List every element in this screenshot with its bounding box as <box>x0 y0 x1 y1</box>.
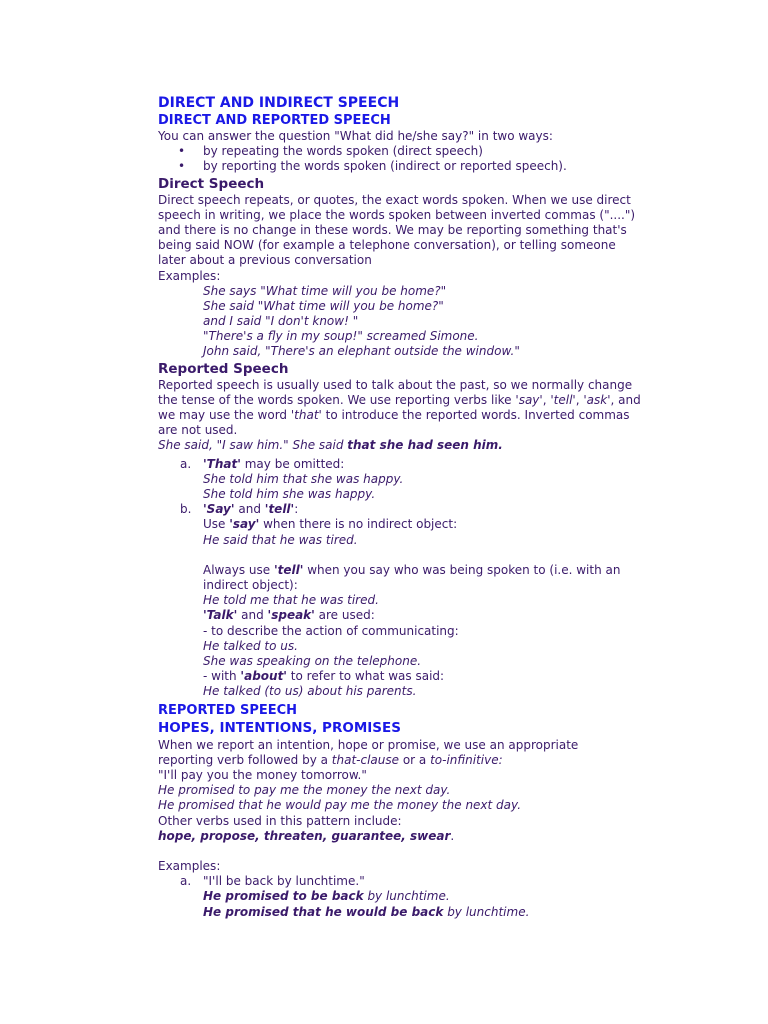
section-heading-reported-speech: Reported Speech <box>158 360 289 377</box>
paragraph-line: 'Talk' and 'speak' are used: <box>203 608 375 623</box>
paragraph-line: being said NOW (for example a telephone conversation), or telling someone <box>158 238 616 253</box>
item-marker: a. <box>180 874 192 889</box>
example-line: John said, "There's an elephant outside the window." <box>203 344 520 359</box>
example-line: She told him that she was happy. <box>203 471 404 486</box>
paragraph-line: Other verbs used in this pattern include: <box>158 813 402 828</box>
example-line: He promised to be back by lunchtime. <box>203 889 450 904</box>
list-item: a. "I'll be back by lunchtime." <box>180 874 365 889</box>
example-line: He talked (to us) about his parents. <box>203 684 417 699</box>
quote-line: "I'll pay you the money tomorrow." <box>158 767 367 782</box>
paragraph-line: Direct speech repeats, or quotes, the exact words spoken. When we use direct <box>158 192 631 207</box>
document-page <box>158 92 641 920</box>
example-line: She said, "I saw him." She said that she had seen him. <box>158 438 503 453</box>
list-item: • by repeating the words spoken (direct speech) <box>178 144 483 159</box>
example-line: and I said "I don't know! " <box>203 314 359 329</box>
item-marker: b. <box>180 502 192 517</box>
item-marker: a. <box>180 456 192 471</box>
paragraph-line: are not used. <box>158 423 238 438</box>
intro-text: You can answer the question "What did he/she say?" in two ways: <box>158 129 553 143</box>
paragraph-line: Always use 'tell' when you say who was being spoken to (i.e. with an <box>203 562 621 577</box>
paragraph-line: reporting verb followed by a that-clause or a to-infinitive: <box>158 752 503 767</box>
paragraph-line: and there is no change in these words. We may be reporting something that's <box>158 222 627 237</box>
paragraph-line: - with 'about' to refer to what was said: <box>203 669 445 684</box>
list-item: • by reporting the words spoken (indirect or reported speech). <box>178 159 567 174</box>
paragraph-line: we may use the word 'that' to introduce the reported words. Inverted commas <box>158 408 630 422</box>
section-heading-direct-speech: Direct Speech <box>158 175 265 192</box>
examples-label: Examples: <box>158 859 221 874</box>
example-line: She was speaking on the telephone. <box>203 654 422 668</box>
paragraph-line: Reported speech is usually used to talk about the past, so we normally change <box>158 377 633 392</box>
example-line: She told him she was happy. <box>203 486 376 501</box>
example-line: He promised to pay me the money the next day. <box>158 783 451 798</box>
example-line: "There's a fly in my soup!" screamed Simone. <box>203 329 479 344</box>
example-line: She says "What time will you be home?" <box>203 283 447 298</box>
bullet-icon: • <box>178 144 186 159</box>
paragraph-line: - to describe the action of communicating: <box>203 623 459 638</box>
example-line: He promised that he would be back by lunchtime. <box>203 904 530 919</box>
list-item: b. 'Say' and 'tell': <box>180 502 299 517</box>
page-subtitle: DIRECT AND REPORTED SPEECH <box>158 113 391 128</box>
paragraph-line: indirect object): <box>203 578 298 593</box>
page-title: DIRECT AND INDIRECT SPEECH <box>158 95 400 111</box>
list-item: a. 'That' may be omitted: <box>180 456 345 471</box>
verbs-line: hope, propose, threaten, guarantee, swear. <box>158 828 455 843</box>
section-heading-hopes: HOPES, INTENTIONS, PROMISES <box>158 719 401 736</box>
example-line: He told me that he was tired. <box>203 593 379 608</box>
examples-label: Examples: <box>158 268 221 283</box>
paragraph-line: the tense of the words spoken. We use reporting verbs like 'say', 'tell', 'ask', and <box>158 392 641 407</box>
example-line: He talked to us. <box>203 638 298 653</box>
example-line: He promised that he would pay me the money the next day. <box>158 798 522 813</box>
example-line: He said that he was tired. <box>203 532 358 547</box>
paragraph-line: speech in writing, we place the words spoken between inverted commas ("....") <box>158 207 636 222</box>
paragraph-line: Use 'say' when there is no indirect object: <box>203 517 458 532</box>
example-line: She said "What time will you be home?" <box>203 298 444 313</box>
section-heading-reported-speech-caps: REPORTED SPEECH <box>158 702 298 718</box>
paragraph-line: When we report an intention, hope or promise, we use an appropriate <box>158 737 579 752</box>
paragraph-line: later about a previous conversation <box>158 253 372 268</box>
blank-line <box>158 844 618 859</box>
bullet-icon: • <box>178 159 186 174</box>
blank-line <box>158 548 618 563</box>
